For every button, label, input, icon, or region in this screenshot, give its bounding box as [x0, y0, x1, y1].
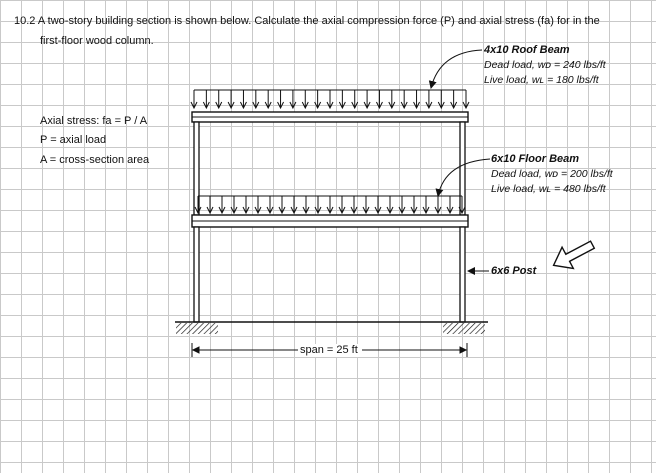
post-pointer-arrow-icon [548, 234, 598, 276]
roof-load-arrow [463, 90, 469, 108]
floor-load-arrow [255, 196, 261, 213]
roof-load-arrow [253, 90, 259, 108]
roof-live-load: Live load, wʟ = 180 lbs/ft [484, 74, 599, 86]
roof-load-arrow [216, 90, 222, 108]
roof-distributed-load [191, 90, 469, 108]
floor-dead-load: Dead load, wᴅ = 200 lbs/ft [491, 168, 613, 180]
roof-load-arrow [401, 90, 407, 108]
floor-load-arrow [207, 196, 213, 213]
roof-load-arrow [302, 90, 308, 108]
roof-load-arrow [451, 90, 457, 108]
floor-load-arrow [243, 196, 249, 213]
floor-load-arrow [351, 196, 357, 213]
floor-distributed-load [195, 196, 465, 213]
problem-text-2: first-floor wood column. [40, 35, 154, 47]
left-support-hatch [176, 323, 218, 334]
floor-load-arrow [375, 196, 381, 213]
roof-load-arrow [414, 90, 420, 108]
post-title: 6x6 Post [491, 265, 537, 277]
roof-load-arrow [426, 90, 432, 108]
roof-load-arrow [191, 90, 197, 108]
roof-load-arrow [438, 90, 444, 108]
a-definition: A = cross-section area [40, 154, 150, 166]
problem-number: 10.2 [14, 15, 36, 27]
floor-load-arrow [411, 196, 417, 213]
floor-load-arrow [447, 196, 453, 213]
roof-beam-title: 4x10 Roof Beam [484, 44, 570, 56]
axial-stress-formula: Axial stress: fa = P / A [40, 115, 148, 127]
floor-load-arrow [279, 196, 285, 213]
floor-load-arrow [399, 196, 405, 213]
roof-dead-load: Dead load, wᴅ = 240 lbs/ft [484, 59, 606, 71]
roof-load-arrow [315, 90, 321, 108]
roof-load-arrow [389, 90, 395, 108]
roof-load-arrow [240, 90, 246, 108]
roof-load-arrow [352, 90, 358, 108]
floor-load-arrow [435, 196, 441, 213]
floor-load-arrow [267, 196, 273, 213]
floor-load-arrow [219, 196, 225, 213]
roof-load-arrow [290, 90, 296, 108]
floor-beam-title: 6x10 Floor Beam [491, 153, 580, 165]
roof-load-arrow [364, 90, 370, 108]
floor-beam [192, 215, 468, 227]
floor-load-arrow [303, 196, 309, 213]
roof-load-arrow [228, 90, 234, 108]
problem-text-1: A two-story building section is shown below. Calculate the axial compression force (P) and axial stress (fa) for in the [37, 15, 600, 27]
floor-load-arrow [339, 196, 345, 213]
span-label: span = 25 ft [300, 344, 358, 356]
roof-load-arrow [327, 90, 333, 108]
roof-beam [192, 112, 468, 122]
right-support-hatch [443, 323, 485, 334]
floor-load-arrow [423, 196, 429, 213]
first-floor-posts [194, 227, 465, 322]
roof-load-arrow [203, 90, 209, 108]
floor-load-arrow [387, 196, 393, 213]
floor-load-arrow [231, 196, 237, 213]
floor-load-arrow [315, 196, 321, 213]
roof-load-arrow [265, 90, 271, 108]
roof-beam-leader [431, 50, 482, 88]
floor-load-arrow [291, 196, 297, 213]
roof-load-arrow [339, 90, 345, 108]
floor-load-arrow [363, 196, 369, 213]
floor-load-arrow [327, 196, 333, 213]
p-definition: P = axial load [40, 134, 107, 146]
floor-live-load: Live load, wʟ = 480 lbs/ft [491, 183, 606, 195]
roof-load-arrow [376, 90, 382, 108]
roof-load-arrow [278, 90, 284, 108]
